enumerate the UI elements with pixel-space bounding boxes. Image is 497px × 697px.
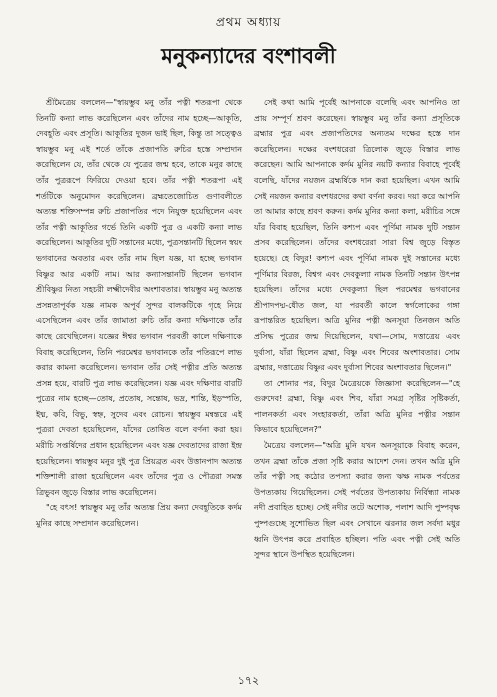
right-column <box>254 95 463 667</box>
paragraph: সেই কথা আমি পূর্বেই আপনাকে বলেছি এবং আপনিও তা প্রায় সম্পূর্ণ শ্রবণ করেছেন। স্বায়ম্ভুব মনু তাঁর কন্যা প্রসূতিকে ব্রহ্মার পুত্র এবং প্রজাপতিদের অন্যতম দক্ষের হস্তে দান করেছিলেন। দক্ষের বংশধরেরা ত্রিলোক জুড়ে বিস্তার লাভ করেছেন। আমি আপনাকে কর্দম মুনির নয়টি কন্যার বিবাহে পূর্বেই বলেছি, যাঁদের নয়জন ব্রহ্মর্ষিকে দান করা হয়েছিল। এখন আমি সেই নয়জন কন্যার বংশধরদের কথা বর্ণনা করব। দয়া করে আপনি তা আমার কাছে শ্রবণ করুন। কর্দম মুনির কন্যা কলা, মরীচির সঙ্গে যাঁর বিবাহ হয়েছিল, তিনি কশ্যপ এবং পূর্ণিমা নামক দুটি সন্তান প্রসব করেছিলেন। তাঁদের বংশধরেরা সারা বিশ্ব জুড়ে বিস্তৃত হয়েছে। হে বিদুর! কশ্যপ এবং পূর্ণিমা নামক দুই সন্তানের মধ্যে পূর্ণিমার বিরজ, বিশ্বগ এবং দেবকুল্যা নামক তিনটি সন্তান উৎপন্ন হয়েছিল। তাঁদের মধ্যে দেবকুল্যা ছিল পরমেশ্বর ভগবানের শ্রীপাদপদ্ম-ধৌত জল, যা পরবর্তী কালে স্বর্গলোকের গঙ্গা রূপান্তরিত হয়েছিল। অত্রি মুনির পত্নী অনসূয়া তিনজন অতি প্রসিদ্ধ পুত্রের জন্ম দিয়েছিলেন, যথা—সোম, দত্তাত্রেয় এবং দুর্বাসা, যাঁরা ছিলেন ব্রহ্মা, বিষ্ণু এবং শিবের অংশাবতার। সোম ব্রহ্মার, দত্তাত্রেয় বিষ্ণুর এবং দুর্বাসা শিবের অংশাবতার ছিলেন।" <box>254 98 463 373</box>
paragraph: তা শোনার পর, বিদুর মৈত্রেয়কে জিজ্ঞাসা করেছিলেন—"হে গুরুদেব! ব্রহ্মা, বিষ্ণু এবং শিব, যাঁরা সমগ্র সৃষ্টির সৃষ্টিকর্তা, পালনকর্তা এবং সংহারকর্তা, তাঁরা অত্রি মুনির পত্নীর সন্তান কিভাবে হয়েছিলেন?" <box>254 378 463 435</box>
page-title: মনুকন্যাদের বংশাবলী <box>161 44 336 68</box>
paragraph: মৈত্রেয় বললেন—"অত্রি মুনি যখন অনসূয়াকে বিবাহ করেন, তখন ব্রহ্মা তাঁকে প্রজা সৃষ্টি করার আদেশ দেন। তখন অত্রি মুনি তাঁর পত্নী সহ কঠোর তপস্যা করার জন্য ঋক্ষ নামক পর্বতের উপত্যকায় গিয়েছিলেন। সেই পর্বতের উপত্যকায় নির্বিন্ধ্যা নামক নদী প্রবাহিত হচ্ছে। সেই নদীর তটে অশোক, পলাশ আদি পুষ্পবৃক্ষ পুষ্পগুচ্ছে সুশোভিত ছিল এবং সেখানে ঝরনার জল সর্বদা মধুর ধ্বনি উৎপন্ন করে প্রবাহিত হচ্ছিল। পতি এবং পত্নী সেই অতি সুন্দর স্থানে উপস্থিত হয়েছিলেন। <box>254 441 463 560</box>
chapter-heading: প্রথম অধ্যায় <box>215 15 282 29</box>
left-column <box>36 95 245 667</box>
paragraph: "হে বৎস! স্বায়ম্ভুব মনু তাঁর অত্যন্ত প্রিয় কন্যা দেবহূতিকে কর্দম মুনির কাছে সম্প্রদান করেছিলেন। <box>36 503 245 529</box>
page-number: ১৭২ <box>237 674 260 687</box>
paragraph: শ্রীমৈত্রেয় বললেন—"স্বায়ম্ভুব মনু তাঁর পত্নী শতরূপা থেকে তিনটি কন্যা লাভ করেছিলেন এবং তাঁদের নাম হচ্ছে—আকূতি, দেবহূতি এবং প্রসূতি। আকূতির দুজন ভাই ছিল, কিন্তু তা সত্ত্বেও স্বায়ম্ভুব মনু এই শর্তে তাঁকে প্রজাপতি রুচির হস্তে সম্প্রদান করেছিলেন যে, তাঁর থেকে যে পুত্রের জন্ম হবে, তাকে মনুর কাছে তাঁর পুত্ররূপে ফিরিয়ে দেওয়া হবে। তাঁর পত্নী শতরূপা এই শর্তটিকে অনুমোদন করেছিলেন। ব্রহ্মতেজোচিত গুণাবলীতে অত্যন্ত শক্তিসম্পন্ন রুচি প্রজাপতির পদে নিযুক্ত হয়েছিলেন এবং তাঁর পত্নী আকূতির গর্ভে তিনি একটি পুত্র ও একটি কন্যা লাভ করেছিলেন। আকূতির দুটি সন্তানের মধ্যে, পুত্রসন্তানটি ছিলেন স্বয়ং ভগবানের অবতার এবং তাঁর নাম ছিল যজ্ঞ, যা হচ্ছে ভগবান বিষ্ণুর আর একটি নাম। আর কন্যাসন্তানটি ছিলেন ভগবান শ্রীবিষ্ণুর নিত্য সহচরী লক্ষ্মীদেবীর অংশাবতার। স্বায়ম্ভুব মনু অত্যন্ত প্রসন্নতাপূর্বক যজ্ঞ নামক অপূর্ব সুন্দর বালকটিকে গৃহে নিয়ে এসেছিলেন এবং তাঁর জামাতা রুচি তাঁর কন্যা দক্ষিণাকে তাঁর কাছে রেখেছিলেন। যজ্ঞের ঈশ্বর ভগবান পরবর্তী কালে দক্ষিণাকে বিবাহ করেছিলেন, তিনি পরমেশ্বর ভগবানকে তাঁর পতিরূপে লাভ করার কামনা করেছিলেন। ভগবান তাঁর সেই পত্নীর প্রতি অত্যন্ত প্রসন্ন হয়ে, বারটি পুত্র লাভ করেছিলেন। যজ্ঞ এবং দক্ষিণার বারটি পুত্রের নাম হচ্ছে—তোষ, প্রতোষ, সন্তোষ, ভদ্র, শান্তি, ইড়স্পতি, ইধ্ম, কবি, বিভু, স্বহ্ন, সুদেব এবং রোচন। স্বায়ম্ভুব মন্বন্তরে এই পুত্ররা দেবতা হয়েছিলেন, যাঁদের তোষিত বলে বর্ণনা করা হয়। মরীচি সপ্তর্ষিদের প্রধান হয়েছিলেন এবং যজ্ঞ দেবতাদের রাজা ইন্দ্র হয়েছিলেন। স্বায়ম্ভুব মনুর দুই পুত্র প্রিয়ব্রত এবং উত্তানপাদ অত্যন্ত শক্তিশালী রাজা হয়েছিলেন এবং তাঁদের পুত্র ও পৌত্ররা সমস্ত ত্রিভুবন জুড়ে বিস্তার লাভ করেছিলেন। <box>36 98 245 497</box>
